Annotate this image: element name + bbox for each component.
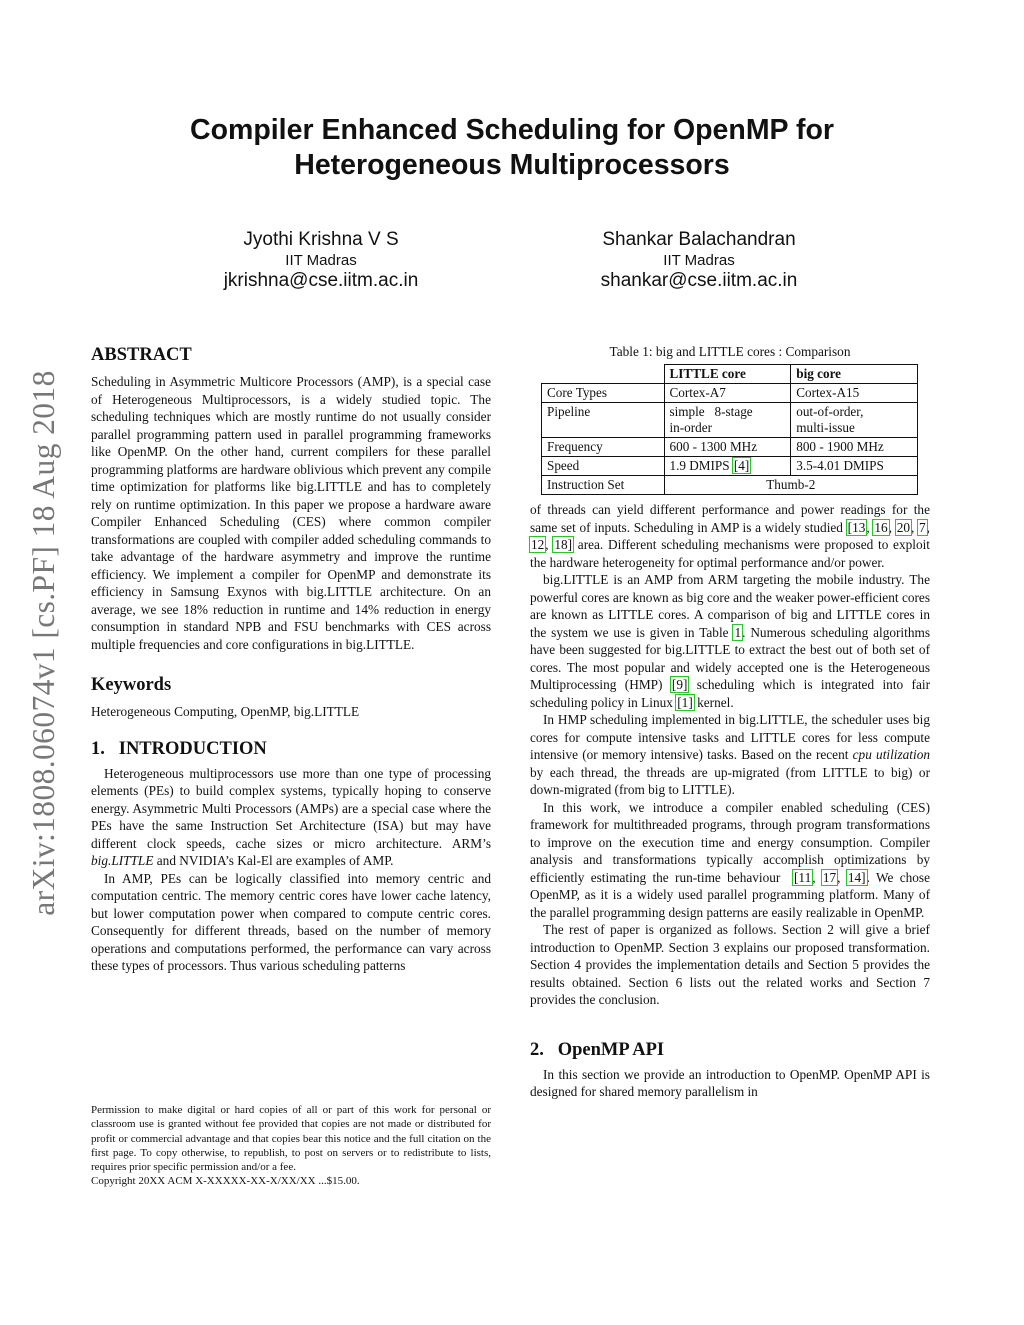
abstract-heading: ABSTRACT (91, 345, 192, 365)
text-run: In HMP scheduling implemented in big.LITTLE, the scheduler uses big cores for compute intensive tasks and LITTLE cores for less compute intensive (or memory intensive) tasks. Based on the recent (530, 712, 930, 762)
citation-link[interactable]: 17 (822, 869, 837, 885)
author-email: shankar@cse.iitm.ac.in (600, 270, 798, 291)
big-cell: 800 - 1900 MHz (791, 438, 918, 457)
table-header-little: LITTLE core (664, 365, 791, 384)
little-cell (664, 403, 791, 438)
comparison-table (541, 364, 918, 495)
big-cell (791, 403, 918, 438)
text-run: scheduling which is integrated into fair scheduling policy in Linux (530, 677, 931, 710)
text-run: 1.9 DMIPS (669, 458, 733, 473)
arxiv-stamp-text: arXiv:1808.06074v1 [cs.PF] 18 Aug 2018 (26, 370, 61, 916)
text-run: by each thread, the threads are up-migrated (from LITTLE to big) or down-migrated (from big to LITTLE). (530, 764, 930, 797)
text-run: . We chose OpenMP, as it is a widely used parallel programming platform. Many of the parallel programming design patterns are easily realizable in OpenMP. (530, 869, 930, 920)
section-number: 2. (530, 1039, 544, 1060)
little-cell: 600 - 1300 MHz (664, 438, 791, 457)
keywords-text: Heterogeneous Computing, OpenMP, big.LITTLE (91, 704, 360, 719)
citation-link[interactable]: [4] (733, 458, 750, 473)
table-reference-link[interactable]: 1 (734, 624, 742, 640)
author-name: Shankar Balachandran (602, 229, 796, 250)
right-paragraph-5: The rest of paper is organized as follows. Section 2 will give a brief introduction to OpenMP. Section 3 explains our proposed transformation. Section 4 provides the implementation details and Section 5 provides the results obtained. Section 6 lists out the related works and Section 7 provides the conclusion. (530, 922, 930, 1007)
cell-line: out-of-order, (796, 404, 864, 419)
citation-link[interactable]: [11 (793, 869, 812, 885)
citation-link[interactable]: 7 (919, 519, 926, 535)
permission-notice (91, 1103, 491, 1189)
title-line-1: Compiler Enhanced Scheduling for OpenMP for (190, 114, 834, 146)
author-2 (549, 228, 849, 292)
citation-link[interactable]: 12 (531, 537, 545, 552)
openmp-api-heading (530, 1039, 930, 1061)
little-cell: Cortex-A7 (664, 384, 791, 403)
big-cell: Cortex-A15 (791, 384, 918, 403)
section-number: 1. (91, 738, 105, 759)
text-run: . Numerous scheduling algorithms have been suggested for big.LITTLE to extract the best out of both set of cores. The most popular and widely accepted one is the Heterogeneous Multiprocessing (HMP) (530, 624, 930, 692)
intro-paragraph-2: In AMP, PEs can be logically classified into memory centric and computation centric. The memory centric cores have lower cache latency, but lower computation power when compared to compute centric cores. Consequently for different threads, based on the number of memory operations and computations performed, the performance can vary across these types of processors. Thus various scheduling patterns (91, 870, 491, 973)
citation-link[interactable]: 20 (896, 519, 910, 535)
right-paragraph-3 (530, 711, 930, 799)
citation-link[interactable]: [9] (671, 677, 688, 692)
text-run: Heterogeneous multiprocessors use more than one type of processing elements (PEs) to build complex systems, typically hoping to conserve energy. Asymmetric Multi Processors (AMPs) are a special case where the PEs have the same Instruction Set Architecture (ISA) but may have different clock speeds, cache sizes or micro architecture. ARM’s (91, 765, 491, 851)
right-paragraph-2 (530, 571, 930, 711)
cell-line: in-order (669, 420, 712, 435)
citation-link[interactable]: [1] (677, 694, 693, 710)
permission-text: Permission to make digital or hard copies of all or part of this work for personal or classroom use is granted without fee provided that copies are not made or distributed for profit or commercial advantage and that copies bear this notice and the full citation on the first page. To copy otherwise, to republish, to post on servers or to redistribute to lists, requires prior specific permission and/or a fee. (91, 1104, 491, 1174)
text-run: big.LITTLE is an AMP from ARM targeting the mobile industry. The powerful cores are known as big core and the weaker power-efficient cores are known as LITTLE cores. A comparison of big and LITTLE cores in the system we use is given in Table (530, 572, 930, 640)
citation-link[interactable]: 16 (874, 519, 888, 535)
table-blank-cell (542, 365, 665, 384)
table-caption: Table 1: big and LITTLE cores : Comparison (609, 344, 851, 359)
author-affiliation: IIT Madras (285, 252, 357, 269)
table-row (542, 384, 918, 403)
table-row (542, 476, 918, 495)
section-title: OpenMP API (557, 1039, 665, 1060)
text-run: and NVIDIA’s Kal-El are examples of AMP. (153, 853, 394, 868)
author-1 (171, 228, 471, 292)
little-cell (664, 457, 791, 476)
author-email: jkrishna@cse.iitm.ac.in (223, 270, 419, 291)
right-paragraph-1: of threads can yield different performance and power readings for the same set of inputs. Scheduling in AMP is a widely studied [13, 16, 20, 7, 12, 18] area. Different scheduling mechanisms were proposed to exploit the hardware heterogeneity for optimal performance and/or power. (530, 502, 930, 570)
citation-link[interactable]: 14] (847, 869, 866, 885)
abstract-text: Scheduling in Asymmetric Multicore Processors (AMP), is a special case of Heterogeneous Multiprocessors, is a widely studied topic. The scheduling techniques which are mostly runtime do not usually consider parallel programming pattern used in parallel programming frameworks like OpenMP. On the other hand, current compilers for these parallel programming platforms are hardware oblivious which prevent any compile time optimization for platforms like big.LITTLE and has to completely rely on runtime optimization. In this paper we propose a hardware aware Compiler Enhanced Scheduling (CES) where common compiler transformations are coupled with compiler added scheduling commands to take advantage of the hardware asymmetry and improve the runtime efficiency. We implement a compiler for OpenMP and demonstrate its efficiency in Samsung Exynos with big.LITTLE architecture. On an average, we see 18% reduction in runtime and 14% reduction in energy consumption in standard NPB and FSU benchmarks with CES across multiple frequencies and core configurations in big.LITTLE. (91, 374, 491, 652)
table-header-big: big core (791, 365, 918, 384)
table-row (542, 457, 918, 476)
keywords-heading: Keywords (91, 675, 172, 695)
row-label: Core Types (542, 384, 665, 403)
emphasis: cpu utilization (852, 747, 930, 762)
merged-cell: Thumb-2 (664, 476, 918, 495)
big-cell: 3.5-4.01 DMIPS (791, 457, 918, 476)
text-run: In this work, we introduce a compiler enabled scheduling (CES) framework for multithreaded programs, through program transformations to improve on the execution time and energy consumption. Compiler analysis and transformations typically accomplish optimizations by efficiently estimating the run-time behaviour (530, 799, 934, 885)
text-run: of threads can yield different performance and power readings for the same set of inputs. Scheduling in AMP is a widely studied (530, 502, 930, 535)
openmp-paragraph-1: In this section we provide an introduction to OpenMP. OpenMP API is designed for shared memory parallelism in (530, 1066, 930, 1099)
cell-line: simple 8-stage (669, 404, 753, 419)
row-label: Instruction Set (542, 476, 665, 495)
author-name: Jyothi Krishna V S (243, 229, 399, 250)
title-line-2: Heterogeneous Multiprocessors (294, 149, 730, 181)
citation-link[interactable]: [13 (847, 519, 866, 535)
row-label: Speed (542, 457, 665, 476)
citation-link[interactable]: 18] (554, 537, 573, 552)
table-row (542, 403, 918, 438)
cell-line: multi-issue (796, 420, 855, 435)
author-affiliation: IIT Madras (663, 252, 735, 269)
row-label: Frequency (542, 438, 665, 457)
row-label: Pipeline (542, 403, 665, 438)
table-1 (530, 344, 930, 495)
right-column (530, 501, 934, 1101)
emphasis: big.LITTLE (91, 853, 154, 868)
left-column (91, 344, 491, 975)
right-paragraph-4: In this work, we introduce a compiler enabled scheduling (CES) framework for multithreaded programs, through program transformations to improve on the execution time and energy consumption. Compiler analysis and transformations typically accomplish optimizations by efficiently estimating the run-time behaviour [11, 17, 14]. We chose OpenMP, as it is a widely used parallel programming platform. Many of the parallel programming design patterns are easily realizable in OpenMP. (530, 799, 934, 920)
paper-title (0, 113, 1024, 183)
introduction-heading (91, 738, 491, 760)
intro-paragraph-1 (91, 765, 491, 870)
text-run: area. Different scheduling mechanisms were proposed to exploit the hardware heterogeneity for optimal performance and/or power. (530, 537, 930, 570)
copyright-line: Copyright 20XX ACM X-XXXXX-XX-X/XX/XX ...$15.00. (91, 1175, 360, 1188)
table-row (542, 438, 918, 457)
section-title: INTRODUCTION (118, 738, 267, 759)
text-run: kernel. (693, 694, 734, 710)
table-header-row (542, 365, 918, 384)
